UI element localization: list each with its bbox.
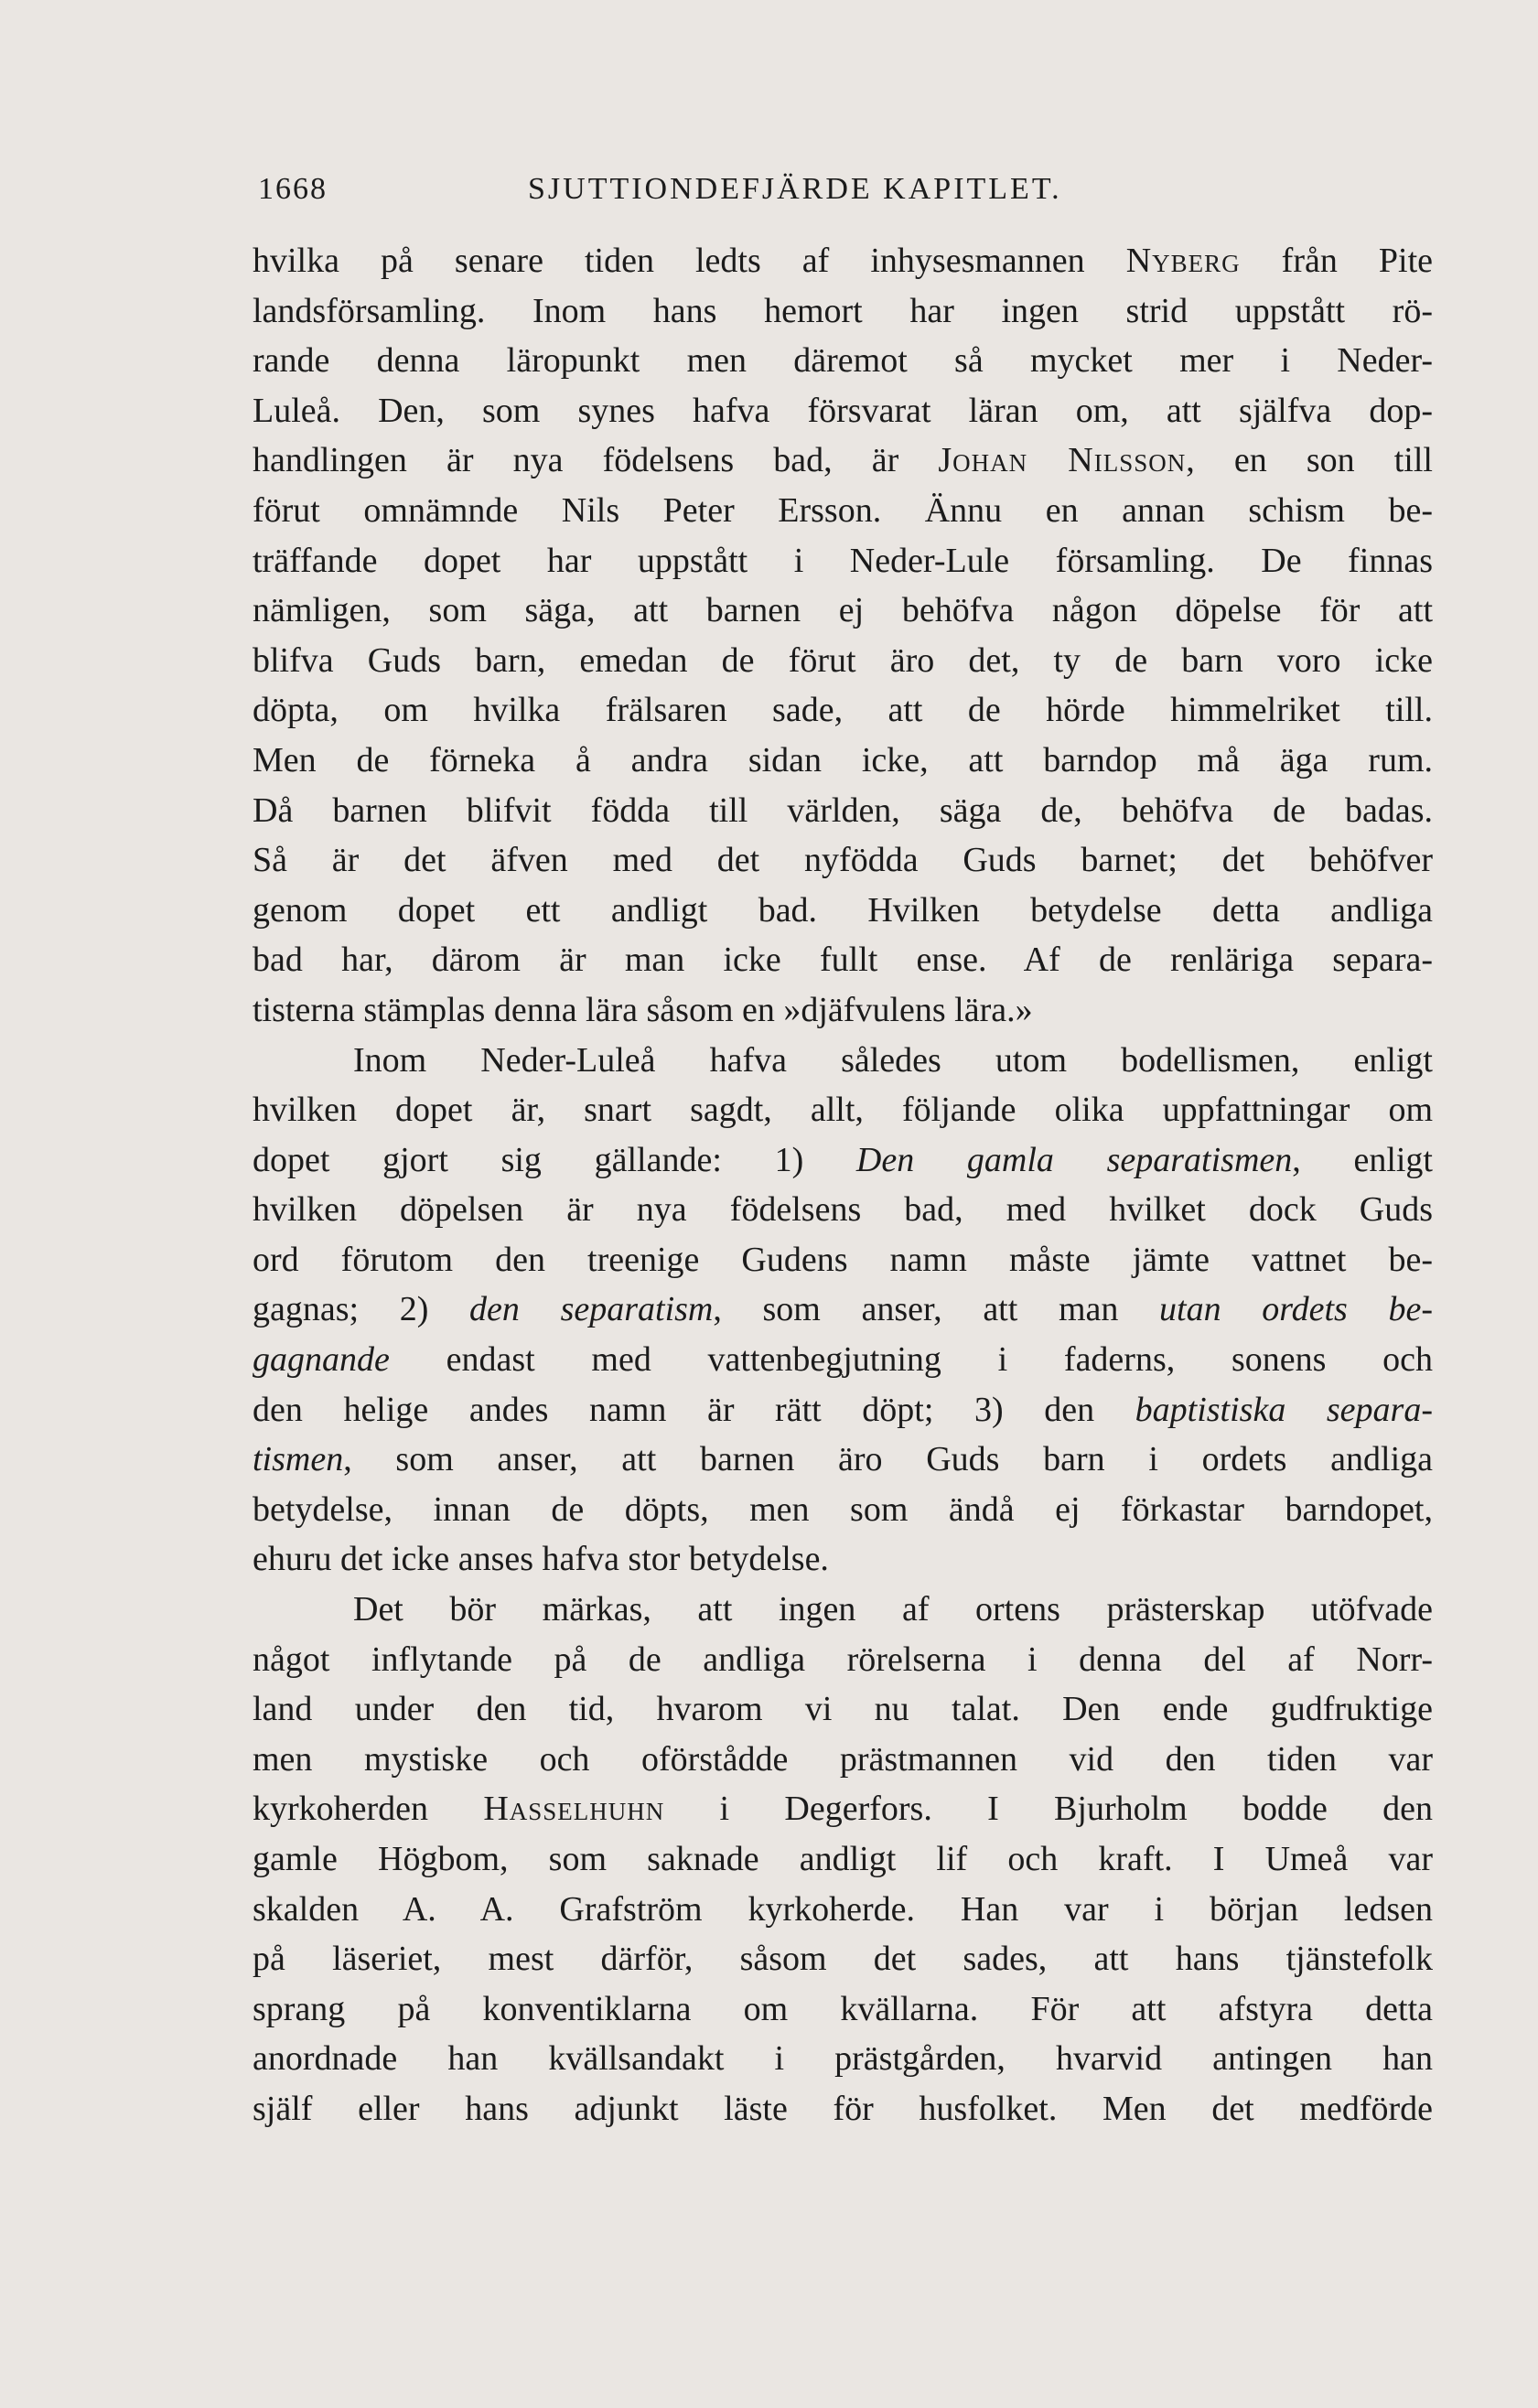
text-line [253, 2034, 1433, 2084]
text-line [253, 1635, 1433, 1685]
text-line [253, 786, 1433, 836]
page-number: 1668 [258, 172, 328, 206]
text-line [253, 1335, 1433, 1385]
text-line [253, 1834, 1433, 1885]
text-segment: kyrkoherden [253, 1790, 484, 1829]
text-segment: Så är det äfven med det nyfödda Guds barnet; det behöfver [253, 841, 1433, 880]
text-line [253, 886, 1433, 936]
text-line [253, 1585, 1433, 1635]
text-segment: land under den tid, hvarom vi nu talat. Den ende gudfruktige [253, 1690, 1433, 1729]
text-line [253, 736, 1433, 786]
text-line [253, 1885, 1433, 1935]
text-line [253, 985, 1433, 1036]
text-segment: Inom Neder-Luleå hafva således utom bodellismen, enligt [353, 1040, 1433, 1080]
running-title: SJUTTIONDEFJÄRDE KAPITLET. [528, 172, 1062, 206]
text-line [253, 386, 1433, 436]
text-segment: blifva Guds barn, emedan de förut äro det, ty de barn voro icke [253, 640, 1433, 680]
text-line [253, 1435, 1433, 1485]
text-line [253, 1385, 1433, 1435]
page-header [258, 172, 1431, 218]
text-segment: den helige andes namn är rätt döpt; 3) den [253, 1390, 1135, 1429]
text-line [253, 2084, 1433, 2134]
text-segment: ord förutom den treenige Gudens namn måste jämte vattnet be- [253, 1240, 1433, 1279]
text-segment: gagnas; 2) [253, 1290, 470, 1329]
text-segment: anordnade han kvällsandakt i prästgården, hvarvid antingen han [253, 2039, 1433, 2079]
text-line [253, 536, 1433, 586]
text-segment: skalden A. A. Grafström kyrkoherde. Han var i början ledsen [253, 1889, 1433, 1929]
text-segment: landsförsamling. Inom hans hemort har ingen strid uppstått rö- [253, 291, 1433, 330]
text-line [253, 1784, 1433, 1834]
text-segment: från Pite [1240, 242, 1433, 280]
text-segment: , som anser, att barnen äro Guds barn i ordets andliga [343, 1440, 1433, 1479]
text-segment: Luleå. Den, som synes hafva försvarat läran om, att själfva dop- [253, 391, 1433, 430]
italic-term: tismen [253, 1440, 344, 1479]
text-segment: hvilken döpelsen är nya födelsens bad, med hvilket dock Guds [253, 1190, 1433, 1230]
text-line [253, 935, 1433, 985]
text-line [253, 1735, 1433, 1785]
text-segment: betydelse, innan de döpts, men som ändå ej förkastar barndopet, [253, 1489, 1433, 1529]
text-line [253, 1984, 1433, 2035]
text-segment: , en son till [1186, 441, 1433, 480]
italic-term: utan ordets be- [1159, 1290, 1433, 1329]
small-caps-name: Hasselhuhn [483, 1790, 665, 1829]
text-line [253, 1036, 1433, 1086]
text-segment: hvilken dopet är, snart sagdt, allt, följande olika uppfattningar om [253, 1091, 1433, 1130]
text-line [253, 1135, 1433, 1186]
text-line [253, 336, 1433, 386]
text-segment: sprang på konventiklarna om kvällarna. För att afstyra detta [253, 1989, 1433, 2028]
text-line [253, 1285, 1433, 1335]
text-line [253, 1534, 1433, 1585]
small-caps-name: Nyberg [1125, 242, 1241, 280]
text-segment: Det bör märkas, att ingen af ortens prästerskap utöfvade [353, 1590, 1433, 1629]
text-segment: men mystiske och oförstådde prästmannen vid den tiden var [253, 1739, 1433, 1779]
italic-term: Den gamla separatismen [855, 1140, 1293, 1179]
text-line [253, 586, 1433, 636]
text-segment: något inflytande på de andliga rörelserna i denna del af Norr- [253, 1639, 1433, 1679]
text-segment: Men de förneka å andra sidan icke, att barndop må äga rum. [253, 740, 1433, 779]
text-segment: hvilka på senare tiden ledts af inhysesmannen [253, 242, 1126, 280]
text-segment: rande denna läropunkt men däremot så mycket mer i Neder- [253, 341, 1433, 381]
text-segment: förut omnämnde Nils Peter Ersson. Ännu en annan schism be- [253, 490, 1433, 530]
text-segment: gamle Högbom, som saknade andligt lif och kraft. I Umeå var [253, 1840, 1433, 1878]
text-line [253, 236, 1433, 286]
text-segment: tisterna stämplas denna lära såsom en »djäfvulens lära.» [253, 990, 1033, 1029]
text-segment: själf eller hans adjunkt läste för husfolket. Men det medförde [253, 2089, 1433, 2128]
text-segment: på läseriet, mest därför, såsom det sades, att hans tjänstefolk [253, 1940, 1433, 1979]
text-segment: , som anser, att man [713, 1290, 1160, 1329]
text-line [253, 486, 1433, 536]
text-line [253, 1235, 1433, 1285]
text-line [253, 286, 1433, 337]
small-caps-name: Johan Nilsson [938, 441, 1187, 480]
text-segment: Då barnen blifvit födda till världen, säga de, behöfva de badas. [253, 790, 1433, 830]
text-line [253, 1185, 1433, 1235]
text-line [253, 1934, 1433, 1984]
text-segment: ehuru det icke anses hafva stor betydelse. [253, 1540, 829, 1579]
text-segment: bad har, därom är man icke fullt ense. Af de renläriga separa- [253, 941, 1433, 980]
text-segment: döpta, om hvilka frälsaren sade, att de hörde himmelriket till. [253, 691, 1433, 730]
italic-term: den separatism [469, 1290, 714, 1329]
text-line [253, 435, 1433, 486]
text-segment: , enligt [1292, 1140, 1433, 1179]
text-segment: endast med vattenbegjutning i faderns, sonens och [389, 1340, 1433, 1380]
body-text [253, 236, 1433, 2134]
text-segment: nämligen, som säga, att barnen ej behöfva någon döpelse för att [253, 591, 1433, 630]
italic-term: baptistiska separa- [1135, 1390, 1433, 1429]
italic-term: gagnande [253, 1340, 390, 1380]
text-line [253, 685, 1433, 736]
text-line [253, 1684, 1433, 1735]
text-segment: i Degerfors. I Bjurholm bodde den [664, 1790, 1433, 1829]
text-line [253, 636, 1433, 686]
text-segment: träffande dopet har uppstått i Neder-Lule församling. De finnas [253, 541, 1433, 580]
text-line [253, 1485, 1433, 1535]
text-segment: dopet gjort sig gällande: 1) [253, 1140, 856, 1179]
text-line [253, 835, 1433, 886]
text-segment: handlingen är nya födelsens bad, är [253, 441, 939, 480]
text-segment: genom dopet ett andligt bad. Hvilken betydelse detta andliga [253, 890, 1433, 930]
text-line [253, 1085, 1433, 1135]
